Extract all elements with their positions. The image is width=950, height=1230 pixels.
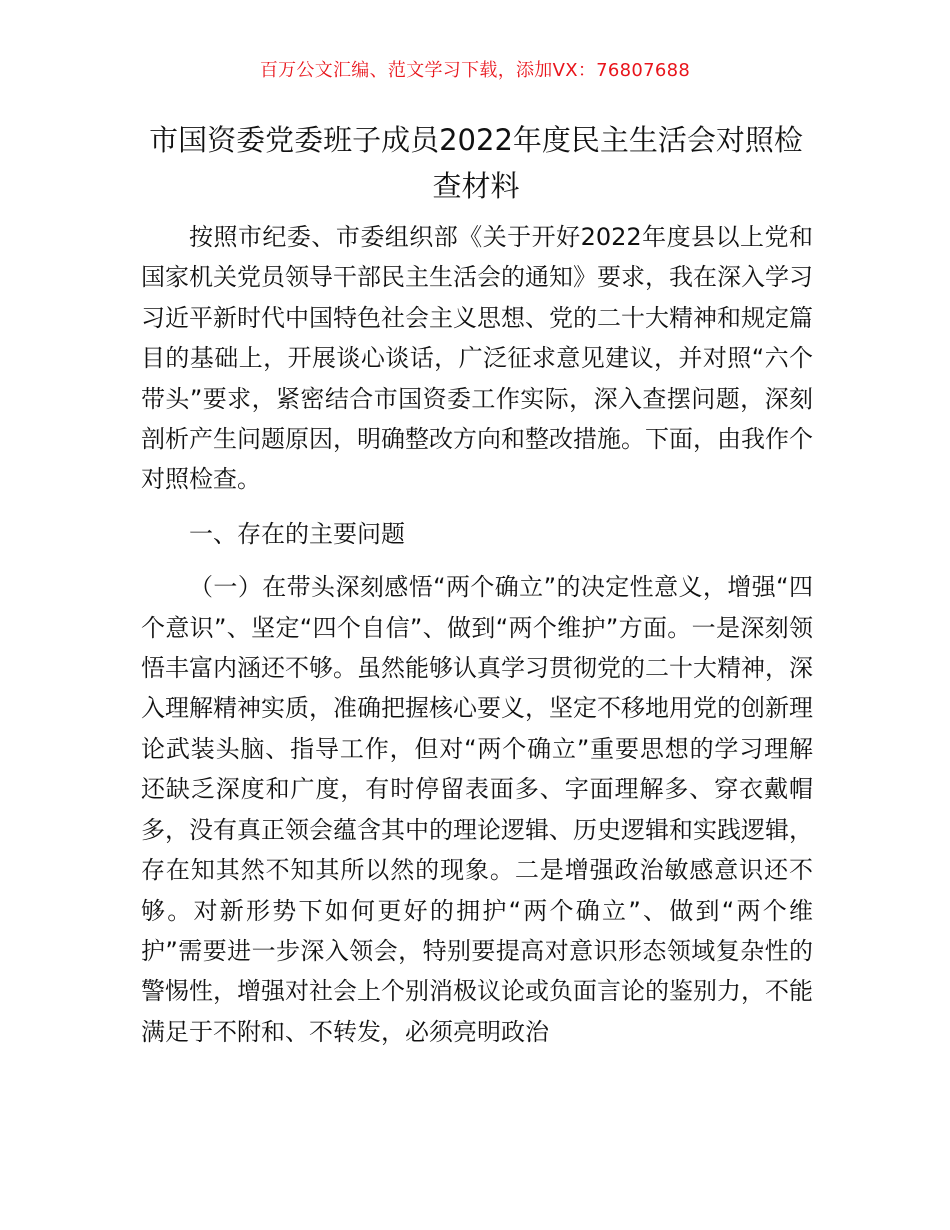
document-title: 市国资委党委班子成员2022年度民主生活会对照检查材料	[149, 123, 803, 203]
document-body	[141, 217, 813, 1052]
subsection-paragraph-one: （一）在带头深刻感悟“两个确立”的决定性意义，增强“四个意识”、坚定“四个自信”、做到“两个维护”方面。一是深刻领悟丰富内涵还不够。虽然能够认真学习贯彻党的二十大精神，深入理解精神实质，准确把握核心要义，坚定不移地用党的创新理论武装头脑、指导工作，但对“两个确立”重要思想的学习理解还缺乏深度和广度，有时停留表面多、字面理解多、穿衣戴帽多，没有真正领会蕴含其中的理论逻辑、历史逻辑和实践逻辑，存在知其然不知其所以然的现象。二是增强政治敏感意识还不够。对新形势下如何更好的拥护“两个确立”、做到“两个维护”需要进一步深入领会，特别要提高对意识形态领域复杂性的警惕性，增强对社会上个别消极议论或负面言论的鉴别力，不能满足于不附和、不转发，必须亮明政治	[141, 573, 813, 1046]
header-contact-note: 百万公文汇编、范文学习下载，添加VX：76807688	[259, 60, 691, 81]
section-heading-main-problems: 一、存在的主要问题	[189, 519, 405, 548]
intro-paragraph: 按照市纪委、市委组织部《关于开好2022年度县以上党和国家机关党员领导干部民主生活会的通知》要求，我在深入学习习近平新时代中国特色社会主义思想、党的二十大精神和规定篇目的基础上，开展谈心谈话，广泛征求意见建议，并对照“六个带头”要求，紧密结合市国资委工作实际，深入查摆问题，深刻剖析产生问题原因，明确整改方向和整改措施。下面，由我作个对照检查。	[141, 223, 813, 494]
